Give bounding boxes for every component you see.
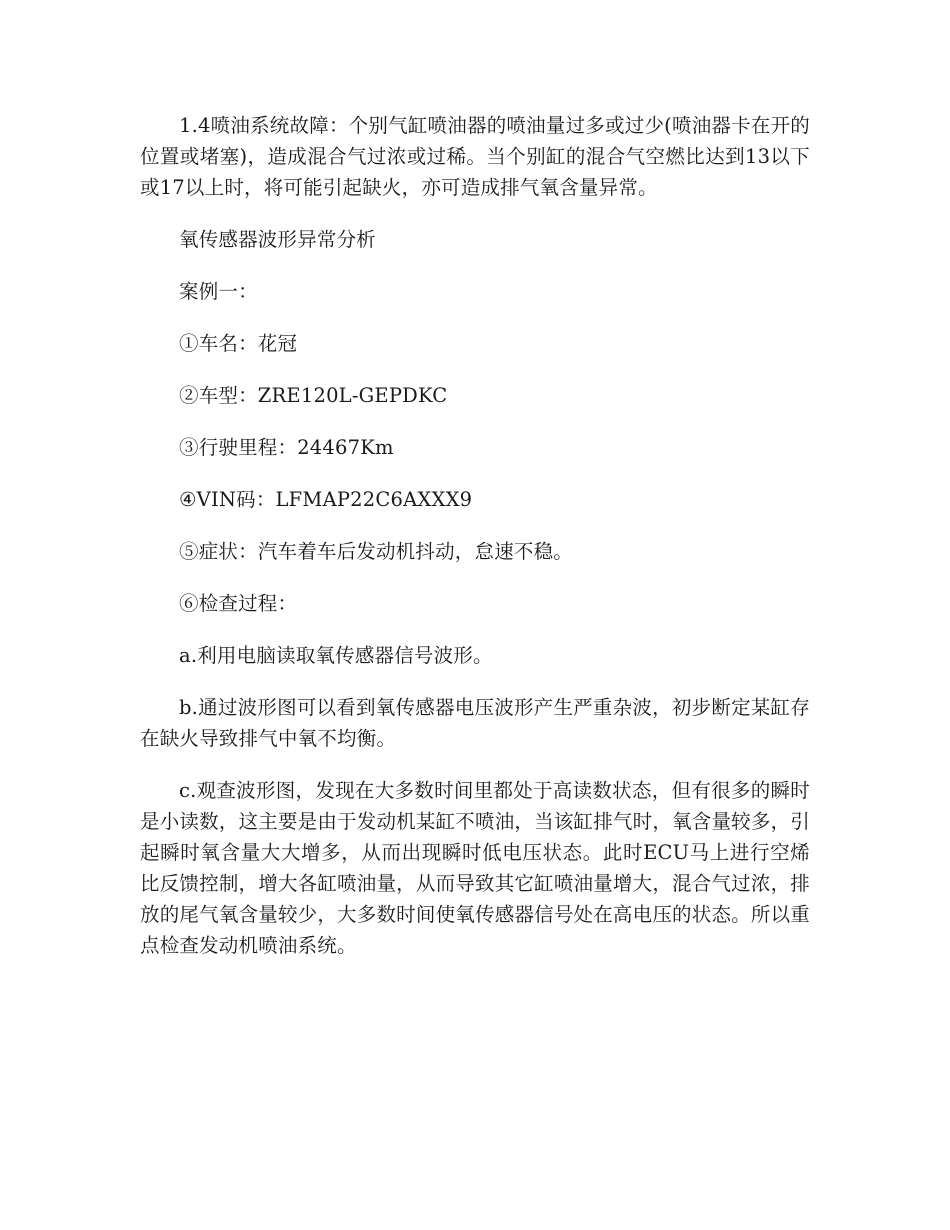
case-inspection-heading: ⑥检查过程： <box>179 592 298 615</box>
case-label: 案例一： <box>179 280 258 303</box>
inspection-step-c: c.观查波形图，发现在大多数时间里都处于高读数状态，但有很多的瞬时是小读数，这主要是由于发动机某缸不喷油，当该缸排气时，氧含量较多，引起瞬时氧含量大大增多，从而出现瞬时低电压状态。此时ECU马上进行空烯比反馈控制，增大各缸喷油量，从而导致其它缸喷油量增大，混合气过浓，排放的尾气氧含量较少，大多数时间使氧传感器信号处在高电压的状态。所以重点检查发动机喷油系统。 <box>140 779 810 957</box>
paragraph-fuel-system-fault: 1.4喷油系统故障：个别气缸喷油器的喷油量过多或过少(喷油器卡在开的位置或堵塞)，造成混合气过浓或过稀。当个别缸的混合气空燃比达到13以下或17以上时，将可能引起缺火，亦可造成排气氧含量异常。 <box>140 114 810 199</box>
case-vin: ④VIN码：LFMAP22C6AXXX9 <box>179 488 473 511</box>
section-heading-o2-waveform-analysis: 氧传感器波形异常分析 <box>179 228 377 251</box>
inspection-step-b: b.通过波形图可以看到氧传感器电压波形产生严重杂波，初步断定某缸存在缺火导致排气中氧不均衡。 <box>140 696 810 750</box>
case-car-name: ①车名：花冠 <box>179 332 298 355</box>
case-car-model: ②车型：ZRE120L-GEPDKC <box>179 384 448 407</box>
document-body <box>140 110 810 982</box>
case-symptom: ⑤症状：汽车着车后发动机抖动，怠速不稳。 <box>179 540 574 563</box>
case-mileage: ③行驶里程：24467Km <box>179 436 394 459</box>
inspection-step-a: a.利用电脑读取氧传感器信号波形。 <box>179 644 493 667</box>
